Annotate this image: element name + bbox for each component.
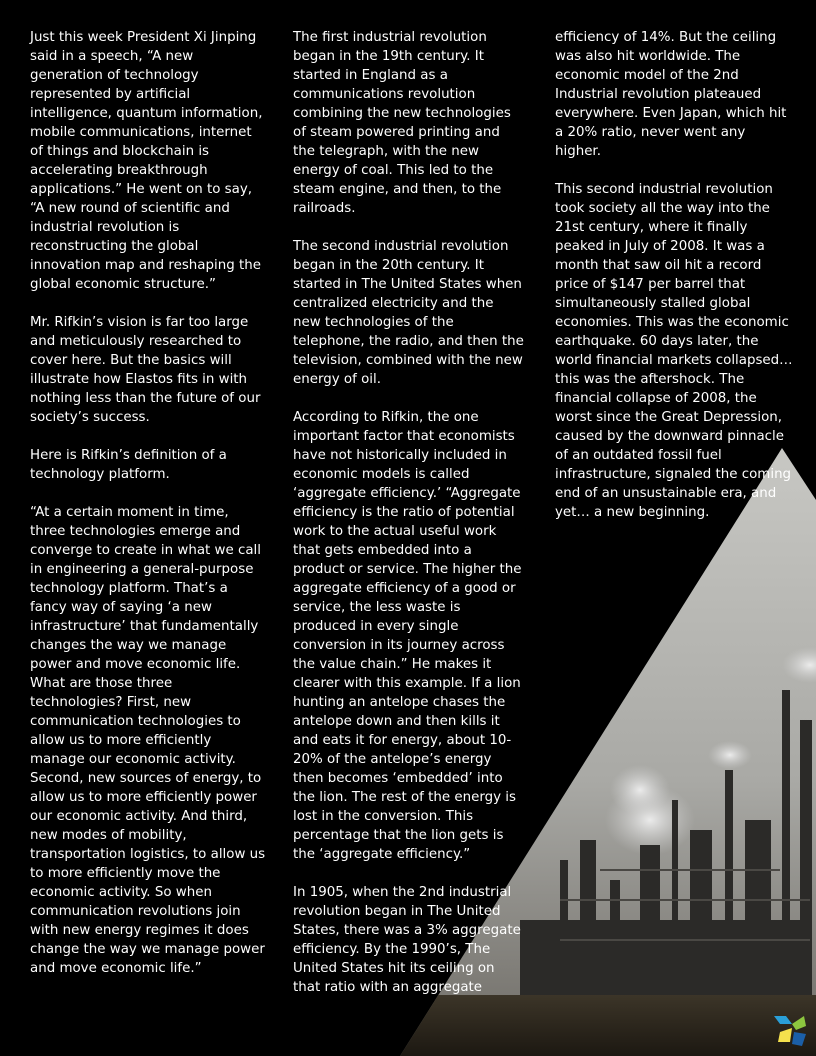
paragraph: efficiency of 14%. But the ceiling was also hit worldwide. The economic model of the 2nd Industrial revolution plateaued everywhere. Even Japan, which hit a 20% ratio, never went any higher. [555, 30, 787, 159]
paragraph: Mr. Rifkin’s vision is far too large and meticulously researched to cover here. But the basics will illustrate how Elastos fits in with nothing less than the future of our society’s success. [30, 315, 261, 425]
paragraph: “At a certain moment in time, three technologies emerge and converge to create in what we call in engineering a general-purpose technology platform. That’s a fancy way of saying ‘a new infrastructure’ that fundamentally changes the way we manage power and move economic life. What are those three technologies? First, new communication technologies to allow us to more efficiently manage our economic activity. Second, new sources of energy, to allow us to more efficiently power our economic activity. And third, new modes of mobility, transportation logistics, to allow us to more efficiently move the economic activity. So when communication revolutions join with new energy regimes it does change the way we manage power and move economic life.” [30, 505, 266, 976]
paragraph: In 1905, when the 2nd industrial revolution began in The United States, there was a 3% aggregate efficiency. By the 1990’s, The United States hit its ceiling on that ratio with an aggregate [293, 885, 521, 995]
paragraph: The first industrial revolution began in the 19th century. It started in England as a communications revolution combining the new technologies of steam powered printing and the telegraph, with the new energy of coal. This led to the steam engine, and then, to the railroads. [293, 30, 511, 216]
text-column-3 [555, 28, 795, 541]
text-column-2 [293, 28, 525, 1016]
paragraph: This second industrial revolution took society all the way into the 21st century, where it finally peaked in July of 2008. It was a month that saw oil hit a record price of $147 per barrel that simultaneously stalled global economies. This was the economic earthquake. 60 days later, the world financial markets collapsed…this was the aftershock. The financial collapse of 2008, the worst since the Great Depression, caused by the downward pinnacle of an outdated fossil fuel infrastructure, signaled the coming end of an unsustainable era, and yet… a new beginning. [555, 182, 793, 520]
paragraph: According to Rifkin, the one important factor that economists have not historically included in economic models is called ‘aggregate efficiency.’ “Aggregate efficiency is the ratio of potential work to the actual useful work that gets embedded into a product or service. The higher the aggregate efficiency of a good or service, the less waste is produced in every single conversion in its journey across the value chain.” He makes it clearer with this example. If a lion hunting an antelope chases the antelope down and then kills it and eats it for energy, about 10-20% of the antelope’s energy then becomes ‘embedded’ into the lion. The rest of the energy is lost in the conversion. This percentage that the lion gets is the ‘aggregate efficiency.” [293, 410, 522, 862]
elastos-logo-icon [772, 1012, 808, 1048]
text-column-1 [30, 28, 268, 997]
paragraph: The second industrial revolution began in the 20th century. It started in The United States when centralized electricity and the new technologies of the telephone, the radio, and then the television, combined with the new energy of oil. [293, 239, 524, 387]
paragraph: Just this week President Xi Jinping said in a speech, “A new generation of technology represented by artificial intelligence, quantum information, mobile communications, internet of things and blockchain is accelerating breakthrough applications.” He went on to say, “A new round of scientific and industrial revolution is reconstructing the global innovation map and reshaping the global economic structure.” [30, 30, 263, 292]
paragraph: Here is Rifkin’s definition of a technology platform. [30, 448, 227, 482]
